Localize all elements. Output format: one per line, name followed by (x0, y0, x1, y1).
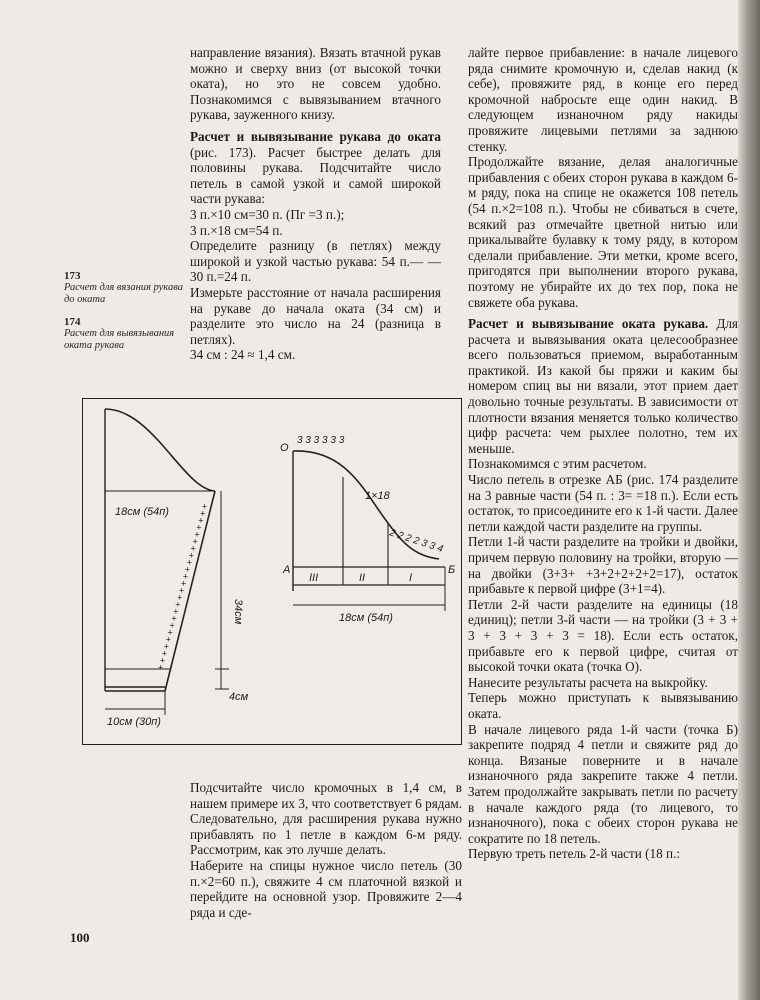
paragraph-text: Для расчета и вывязывания оката целесообразнее всего пользоваться приемом, выработанным практикой. Из какой бы пряжи и каким бы номером спиц вы ни вязали, этот прием дает довольно точные результаты. В зависимости от плотности вязания меняется только количество цифр расчета: чем рыхлее полотно, тем их меньше. (468, 316, 739, 456)
top-count-labels: 3 3 3 3 3 3 (297, 435, 345, 446)
increase-mark: + (188, 550, 194, 561)
point-a-label: А (283, 564, 291, 576)
paragraph: направление вязания). Вязать втачной рукав можно и сверху вниз (от высокой точки оката), но это не совсем удобно. Познакомимся с вывязыванием втачного рукава, зауженного книзу. (190, 45, 441, 123)
fig173-bottom-label: 10см (30п) (107, 716, 161, 728)
part-2-label: II (359, 572, 366, 584)
increase-mark: + (159, 655, 166, 666)
figure-173-174 (82, 398, 462, 745)
point-o-label: О (280, 442, 289, 454)
increase-mark: + (186, 557, 192, 568)
paragraph: В начале лицевого ряда 1-й части (точка Б) закрепите подряд 4 петли и свяжите ряд до конца. Вязаные поверните и в начале изнаночного ряда закрепите также 4 петли. Затем продолжайте закрывать петли по расчету в начале каждого ряда (то лицевого, то изнаночного), пока с обеих сторон рукава не сократите по 18 петель. (468, 721, 738, 846)
paragraph: Определите разницу (в петлях) между широкой и узкой частью рукава: 54 п.— —30 п.=24 п. (190, 238, 441, 285)
increase-mark: + (184, 564, 191, 575)
middle-count-label: 1×18 (365, 490, 390, 502)
paragraph: Познакомимся с этим расчетом. (468, 456, 647, 472)
caption-173-number: 173 (64, 270, 81, 282)
paragraph: Число петель в отрезке АБ (рис. 174 разделите на 3 равные части (54 п. : 3= =18 п.). Если есть остаток, то присоедините его к 1-й части. Далее петли каждой части разделите на группы. (468, 472, 738, 534)
increase-mark: + (182, 571, 189, 582)
increase-mark: + (167, 627, 173, 638)
caption-173-text: Расчет для вязания рукава до оката (64, 282, 183, 305)
paragraph: Теперь можно приступать к вывязыванию оката. (468, 690, 738, 721)
increase-mark: + (190, 543, 196, 554)
increase-mark: + (192, 536, 198, 547)
right-count-labels: 2 2 2 2 3 3 4 (388, 527, 445, 556)
increase-mark: + (171, 613, 177, 624)
formula-line: 34 см : 24 ≈ 1,4 см. (190, 347, 296, 363)
fig173-width-label: 18см (54п) (115, 506, 169, 518)
sleeve-side-line (165, 491, 215, 691)
caption-174-text: Расчет для вывязывания оката рукава (64, 328, 175, 351)
fig173-cuff-label: 4см (229, 691, 249, 703)
sleeve-cap-curve (105, 409, 215, 491)
page-number: 100 (70, 930, 90, 945)
book-spine-shadow (738, 0, 760, 1000)
increase-mark: + (200, 508, 206, 519)
increase-mark: + (196, 522, 202, 533)
text-column-1 (190, 45, 441, 363)
caption-173 (64, 270, 184, 306)
paragraph: Петли 1-й части разделите на тройки и двойки, причем первую половину на тройки, вторую — на двойки (3+3+ +3+2+2+2+2=17), остаток прибавьте к первой цифре (3+1=4). (468, 534, 738, 597)
part-1-label: I (409, 572, 413, 584)
increase-mark: + (173, 606, 179, 617)
paragraph: Измерьте расстояние от начала расширения на рукаве до начала оката (34 см) и разделите это число на 24 (разница в петлях). (190, 284, 441, 347)
paragraph: Продолжайте вязание, делая аналогичные прибавления с обеих сторон рукава в каждом 6-м ряду, пока на спице не окажется 108 петель (54 п.×2=108 п.). Чтобы не сбиваться в счете, всякий раз отмечайте цветной нитью или прикалывайте булавку к тому ряду, в котором сделали прибавление. Эти метки, кроме всего, пригодятся при выполнении второго рукава, поэтому не убирайте их до тех пор, пока не свяжете оба рукава. (468, 154, 738, 310)
paragraph: Нанесите результаты расчета на выкройку. (468, 674, 708, 690)
paragraph: Подсчитайте число кромочных в 1,4 см, в нашем примере их 3, что соответствует 6 рядам. Следовательно, для расширения рукава нужно прибавлять по 1 петле в каждом 6-м ряду. Рассмотрим, как это лучше делать. (190, 780, 462, 858)
increase-mark: + (163, 641, 169, 652)
formula-line: 3 п.×18 см=54 п. (190, 222, 283, 238)
increase-mark: + (202, 501, 208, 512)
increase-mark: + (194, 529, 200, 540)
caption-174-number: 174 (64, 316, 81, 328)
increase-mark: + (169, 620, 175, 631)
point-b-label: Б (448, 564, 456, 576)
fig174-width-label: 18см (54п) (339, 612, 393, 624)
increase-mark: + (180, 578, 187, 589)
paragraph: лайте первое прибавление: в начале лицевого ряда снимите кромочную и, сделав накид (к себе), провяжите ряд, в конце его перед кромочной набросьте еще один накид. В следующем изнаночном ряду накиды провяжите лицевыми петлями за заднюю стенку. (468, 45, 738, 154)
increase-marks (158, 502, 207, 673)
increase-mark: + (177, 592, 183, 603)
increase-mark: + (198, 515, 204, 526)
section-heading: Расчет и вывязывание рукава до оката (190, 128, 441, 144)
sleeve-pattern-diagram (83, 399, 463, 746)
paragraph: Первую треть петель 2-й части (18 п.: (468, 846, 681, 862)
paragraph: Петли 2-й части разделите на единицы (18 единиц); петли 3-й части — на тройки (3 + 3 + 3 + 3 + 3 + 3 = 18). Если есть остаток, прибавьте его к первой цифре, считая от высокой точки оката (точка О). (468, 596, 738, 675)
paragraph-text: (рис. 173). Расчет быстрее делать для половины рукава. Подсчитайте число петель в самой узкой и самой широкой части рукава: (190, 144, 441, 207)
part-3-label: III (309, 572, 319, 584)
increase-mark: + (157, 662, 164, 673)
increase-mark: + (161, 648, 168, 659)
text-column-2 (190, 780, 462, 920)
fig173-height-label: 34см (232, 599, 244, 625)
increase-mark: + (175, 599, 181, 610)
section-heading: Расчет и вывязывание оката рукава. (468, 316, 709, 332)
text-column-3 (468, 45, 738, 862)
formula-line: 3 п.×10 см=30 п. (Пг =3 п.); (190, 206, 345, 222)
caption-174 (64, 316, 184, 352)
paragraph: Наберите на спицы нужное число петель (30 п.×2=60 п.), свяжите 4 см платочной вязкой и перейдите на основной узор. Провяжите 2—4 ряда и сде- (190, 857, 462, 920)
increase-mark: + (179, 585, 185, 596)
increase-mark: + (165, 634, 171, 645)
